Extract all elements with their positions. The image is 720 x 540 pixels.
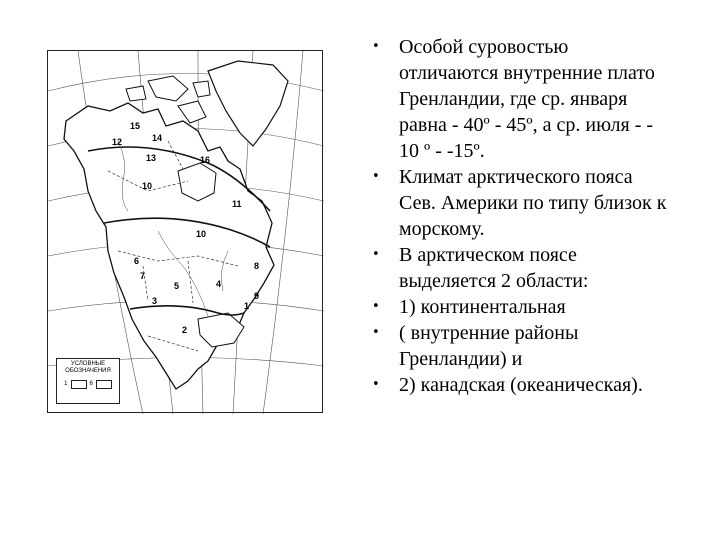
legend-swatch-2 (96, 380, 112, 389)
bullet-marker: • (372, 325, 380, 340)
legend-item-1-label: 1 (64, 381, 68, 387)
bullet-text: 1) континентальная (399, 296, 566, 318)
bullet-text: В арктическом поясе выделяется 2 области: (399, 244, 589, 292)
region-label: 10 (196, 229, 207, 239)
bullet-text: 2) канадская (океаническая). (399, 374, 643, 396)
region-label: 7 (140, 271, 146, 281)
bullet-text: Климат арктического пояса Сев. Америки по типу близок к морскому. (399, 166, 667, 240)
region-label: 3 (152, 296, 158, 306)
legend-items (57, 380, 119, 389)
region-label: 16 (200, 155, 211, 165)
region-label: 5 (174, 281, 180, 291)
bullet-item (372, 372, 672, 398)
region-label: 15 (130, 121, 141, 131)
bullet-text: Особой суровостью отличаются внутренние плато Гренландии, где ср. января равна - 40º - 45º, а ср. июля - - 10 º - -15º. (399, 36, 655, 162)
region-label: 1 (244, 301, 250, 311)
region-label: 9 (254, 291, 260, 301)
bullet-marker: • (372, 169, 380, 184)
bullet-item (372, 164, 672, 242)
bullet-marker: • (372, 39, 380, 54)
region-label: 13 (146, 153, 157, 163)
bullet-list (372, 34, 672, 398)
climate-map-figure (47, 50, 323, 413)
region-label: 4 (216, 279, 222, 289)
continent-outline (64, 103, 274, 389)
bullet-item (372, 320, 672, 372)
greenland-outline (208, 61, 288, 146)
map-legend (56, 358, 120, 404)
bullet-marker: • (372, 247, 380, 262)
bullet-marker: • (372, 377, 380, 392)
region-label: 14 (152, 133, 163, 143)
bullet-text: ( внутренние районы Гренландии) и (399, 322, 579, 370)
legend-swatch-1 (71, 380, 87, 389)
bullet-item (372, 242, 672, 294)
region-label: 10 (142, 181, 153, 191)
legend-title-line2: ОБОЗНАЧЕНИЯ (65, 368, 111, 374)
bullet-marker: • (372, 299, 380, 314)
region-label: 8 (254, 261, 260, 271)
legend-title-line1: УСЛОВНЫЕ (70, 361, 106, 367)
bullet-item (372, 34, 672, 164)
region-label: 2 (182, 325, 188, 335)
bullet-item (372, 294, 672, 320)
legend-item-2-label: 6 (89, 381, 93, 387)
region-label: 12 (112, 137, 123, 147)
region-label: 11 (232, 199, 242, 209)
region-label: 6 (134, 256, 140, 266)
